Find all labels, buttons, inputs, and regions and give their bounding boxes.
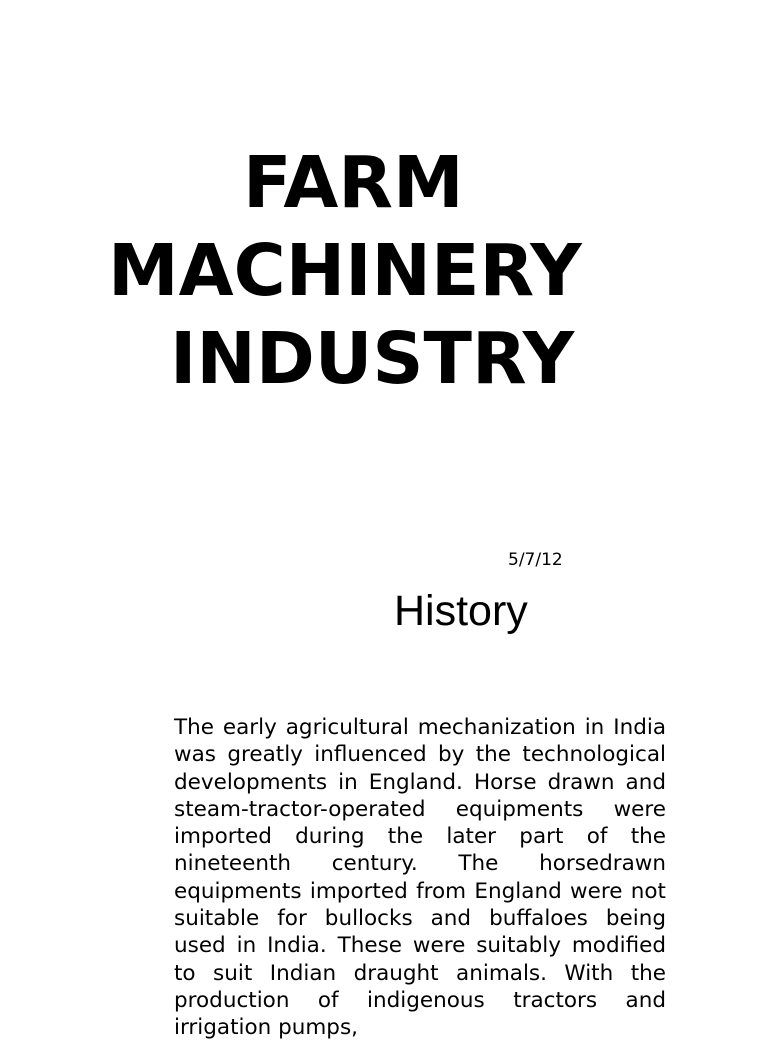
title-line-3: INDUSTRY <box>170 317 575 400</box>
slide-date: 5/7/12 <box>508 550 563 570</box>
section-heading: History <box>394 587 528 635</box>
title-line-1: FARM <box>243 141 464 224</box>
body-paragraph: The early agricultural mechanization in India was greatly influenced by the technological developments in England. Horse drawn and steam-tractor-operated equipments were imported during the later part of the nineteenth century. The horsedrawn equipments imported from England were not suitable for bullocks and buffaloes being used in India. These were suitably modified to suit Indian draught animals. With the production of indigenous tractors and irrigation pumps, <box>174 715 666 1041</box>
title-line-2: MACHINERY <box>108 229 582 312</box>
